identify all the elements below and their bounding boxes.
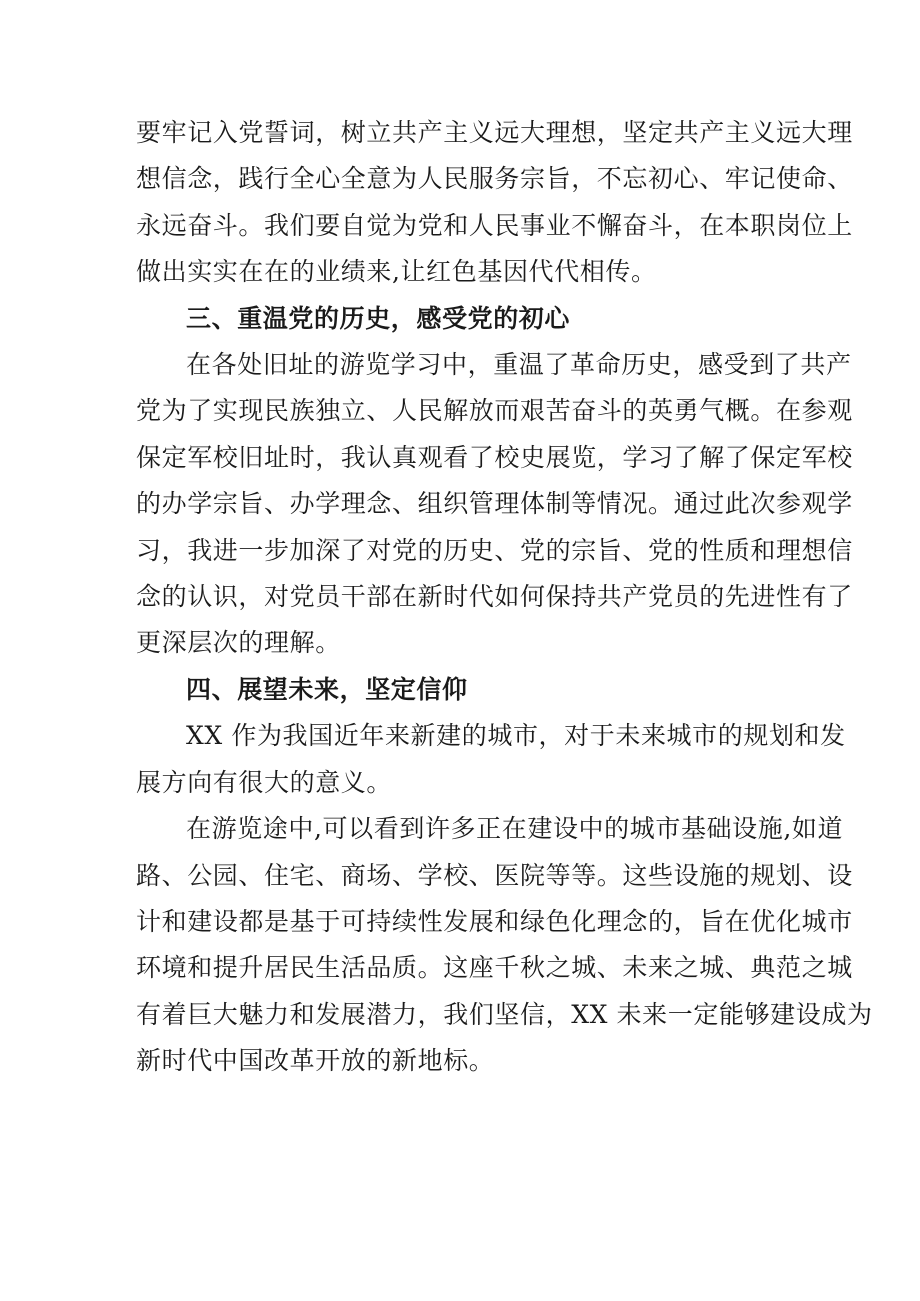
paragraph-history: [136, 342, 853, 667]
text-line: 路、公园、住宅、商场、学校、医院等等。这些设施的规划、设: [136, 860, 853, 890]
text-line: 要牢记入党誓词，树立共产主义远大理想，坚定共产主义远大理: [136, 118, 853, 147]
text-line: 保定军校旧址时，我认真观看了校史展览，学习了解了保定军校: [136, 442, 853, 472]
text-line: 做出实实在在的业绩来,让红色基因代代相传。: [136, 257, 657, 287]
text-line: 计和建设都是基于可持续性发展和绿色化理念的，旨在优化城市: [136, 906, 853, 936]
text-line: 在各处旧址的游览学习中，重温了革命历史，感受到了共产: [186, 350, 852, 380]
text-line: 更深层次的理解。: [136, 628, 341, 658]
text-line: 展方向有很大的意义。: [136, 767, 393, 797]
section-heading-3: 三、重温党的历史，感受党的初心: [186, 303, 571, 333]
text-line: 新时代中国改革开放的新地标。: [136, 1046, 495, 1076]
text-line: 有着巨大魅力和发展潜力，我们坚信，XX 未来一定能够建设成为: [136, 999, 873, 1029]
text-line: 永远奋斗。我们要自觉为党和人民事业不懈奋斗，在本职岗位上: [136, 210, 853, 240]
text-line: 的办学宗旨、办学理念、组织管理体制等情况。通过此次参观学: [136, 489, 853, 519]
document-body: [136, 110, 873, 1085]
text-line: 在游览途中,可以看到许多正在建设中的城市基础设施,如道: [186, 814, 844, 844]
text-line: 党为了实现民族独立、人民解放而艰苦奋斗的英勇气概。在参观: [136, 396, 853, 426]
text-line: XX 作为我国近年来新建的城市，对于未来城市的规划和发: [186, 721, 846, 751]
text-line: 想信念，践行全心全意为人民服务宗旨，不忘初心、牢记使命、: [136, 164, 853, 194]
paragraph-city-infrastructure: [136, 806, 873, 1084]
paragraph-city-intro: [136, 713, 846, 806]
text-line: 习，我进一步加深了对党的历史、党的宗旨、党的性质和理想信: [136, 535, 853, 565]
text-line: 念的认识，对党员干部在新时代如何保持共产党员的先进性有了: [136, 582, 853, 612]
text-line: 环境和提升居民生活品质。这座千秋之城、未来之城、典范之城: [136, 953, 853, 983]
paragraph-oath: [136, 110, 853, 296]
section-heading-4: 四、展望未来，坚定信仰: [186, 674, 468, 704]
